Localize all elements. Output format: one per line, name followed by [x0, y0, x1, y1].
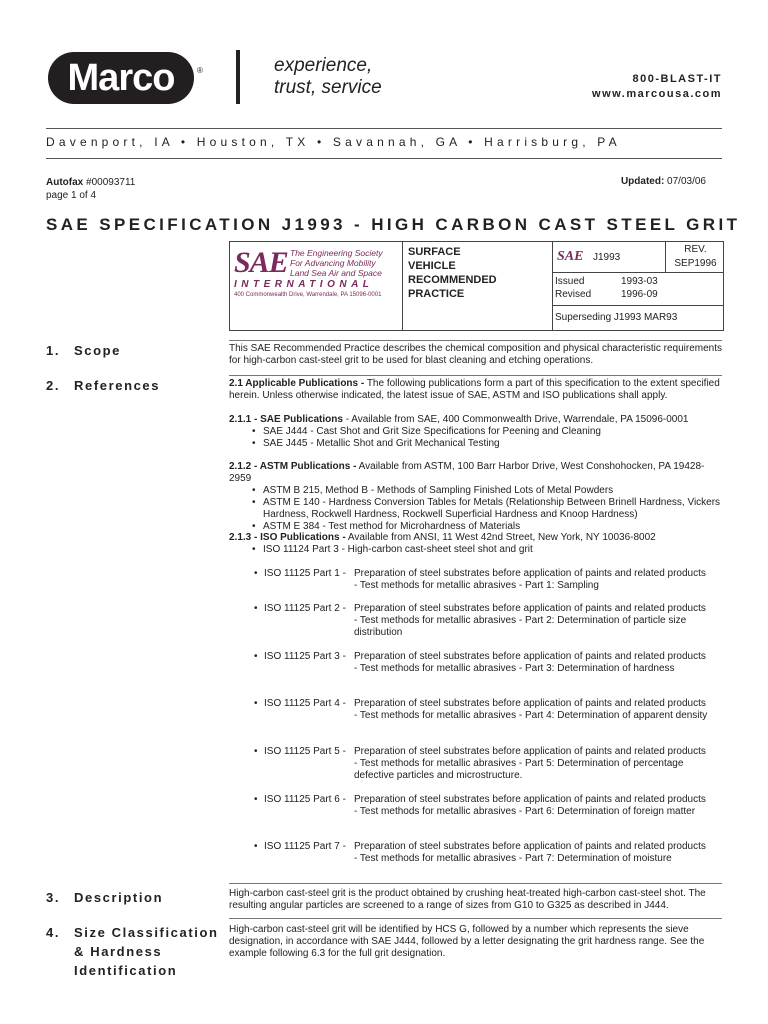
rev-value: SEP1996: [674, 258, 717, 269]
applicable-publications: [229, 378, 722, 402]
iso-desc: Preparation of steel substrates before application of paints and related products - Test methods for metallic abrasives - Part 6: Determination of foreign matter: [354, 794, 706, 817]
locations: Davenport, IA • Houston, TX • Savannah, GA • Harrisburg, PA: [46, 135, 621, 149]
sae-header-box: [229, 241, 724, 331]
section-title: Scope: [74, 343, 122, 358]
section-title-line-3: Identification: [74, 963, 178, 978]
page-indicator: page 1 of 4: [46, 190, 97, 201]
marco-logo: [48, 52, 194, 104]
header-divider: [236, 50, 240, 104]
iso-desc: Preparation of steel substrates before application of paints and related products - Test methods for metallic abrasives - Part 7: Determination of moisture: [354, 841, 706, 864]
section-number: 2.: [46, 378, 61, 393]
description-text: High-carbon cast-steel grit is the product obtained by crushing heat-treated high-carbon cast-steel shot. The resulting angular particles are screened to a range of sizes from G10 to G325 as described in J444.: [229, 888, 706, 911]
iso-desc: Preparation of steel substrates before application of paints and related products - Test methods for metallic abrasives - Part 4: Determination of apparent density: [354, 698, 708, 721]
revised-label: Revised: [555, 289, 592, 300]
rev-cell: [665, 242, 725, 272]
list-item: • SAE J445 - Metallic Shot and Grit Mechanical Testing: [263, 438, 722, 450]
type-line-2: VEHICLE: [408, 260, 456, 272]
p213-heading: 2.1.3 - ISO Publications -: [229, 532, 346, 543]
autofax-label: Autofax: [46, 177, 84, 188]
section-scope-heading: [46, 341, 121, 360]
section-rule: [229, 375, 722, 376]
iso-desc: Preparation of steel substrates before application of paints and related products - Test methods for metallic abrasives - Part 1: Sampling: [354, 568, 706, 591]
section-rule: [229, 340, 722, 341]
document-type: [408, 245, 497, 301]
society-line-2: For Advancing Mobility: [290, 258, 376, 268]
sae-international: INTERNATIONAL: [234, 279, 374, 290]
section-title: References: [74, 378, 161, 393]
p212-text: Available from ASTM, 100 Barr Harbor Drive, West Conshohocken, PA 19428-2959: [229, 461, 705, 484]
tagline-line-2: trust, service: [274, 77, 382, 98]
logo-text: Marco: [67, 57, 175, 99]
p21-heading: 2.1 Applicable Publications -: [229, 378, 365, 389]
iso-label: ISO 11125 Part 6 -: [264, 794, 346, 805]
sae-address: 400 Commonwealth Drive, Warrendale, PA 15096-0001: [234, 292, 382, 298]
issued-value: 1993-03: [621, 276, 658, 287]
section-rule: [229, 883, 722, 884]
autofax-block: [46, 176, 135, 202]
superseding-text: Superseding J1993 MAR93: [555, 312, 678, 323]
sae-publications: [229, 414, 722, 450]
section-references-heading: [46, 376, 160, 395]
section-number: 4.: [46, 925, 61, 940]
scope-text: This SAE Recommended Practice describes the chemical composition and physical characteristic requirements for high-carbon cast-steel grit to be used for blast cleaning and etching operations.: [229, 343, 722, 366]
astm-publications: [229, 461, 722, 533]
superseding-rule: [553, 305, 724, 306]
updated-label: Updated:: [620, 176, 665, 187]
iso-desc: Preparation of steel substrates before application of paints and related products - Test methods for metallic abrasives - Part 2: Determination of particle size distribution: [354, 603, 706, 638]
section-title-line-1: Size Classification: [74, 925, 219, 940]
p213-text: Available from ANSI, 11 West 42nd Street, New York, NY 10036-8002: [345, 532, 656, 543]
list-item: • ASTM E 140 - Hardness Conversion Tables for Metals (Relationship Between Brinell Hardness, Vickers Hardness, Rockwell Hardness, Rockwell Superficial Hardness and Knoop Hardness): [263, 497, 722, 521]
document-title: SAE SPECIFICATION J1993 - HIGH CARBON CAST STEEL GRIT: [46, 215, 741, 234]
updated-value: 07/03/06: [664, 176, 706, 187]
rule-bottom: [46, 158, 722, 159]
p211-text: - Available from SAE, 400 Commonwealth Drive, Warrendale, PA 15096-0001: [342, 414, 689, 425]
p21-text: The following publications form a part of this specification to the extent specified herein. Unless otherwise indicated, the latest issue of SAE, ASTM and ISO publications shall apply.: [229, 378, 720, 401]
contact-block: [592, 72, 722, 102]
iso-desc: Preparation of steel substrates before application of paints and related products - Test methods for metallic abrasives - Part 3: Determination of hardness: [354, 651, 706, 674]
updated-block: [621, 176, 706, 187]
section-title: Description: [74, 890, 164, 905]
iso-label: ISO 11125 Part 3 -: [264, 651, 346, 662]
section-rule: [229, 918, 722, 919]
issue-dates: [555, 275, 658, 301]
section-number: 3.: [46, 890, 61, 905]
section-number: 1.: [46, 343, 61, 358]
spec-number: J1993: [593, 252, 621, 263]
sae-info-cell: [552, 242, 724, 330]
p212-heading: 2.1.2 - ASTM Publications -: [229, 461, 357, 472]
list-item: • ASTM E 384 - Test method for Microhardness of Materials: [263, 521, 722, 533]
type-line-4: PRACTICE: [408, 288, 465, 300]
society-line-1: The Engineering Society: [290, 248, 383, 258]
section-size-heading: [46, 923, 219, 980]
iso-label: ISO 11125 Part 1 -: [264, 568, 346, 579]
issued-label: Issued: [555, 276, 585, 287]
list-item: • SAE J444 - Cast Shot and Grit Size Specifications for Peening and Cleaning: [263, 426, 722, 438]
sae-logo: SAE: [234, 246, 288, 279]
sae-number-row: [553, 242, 724, 273]
society-line-3: Land Sea Air and Space: [290, 268, 382, 278]
size-text: High-carbon cast-steel grit will be identified by HCS G, followed by a number which represents the sieve designation, in accordance with SAE J444, followed by a letter designating the grit hardness range. See the example following 6.3 for the full grit designation.: [229, 924, 705, 959]
section-description-heading: [46, 888, 163, 907]
iso-desc: Preparation of steel substrates before application of paints and related products - Test methods for metallic abrasives - Part 5: Determination of percentage defective particles and microstructure.: [354, 746, 706, 781]
iso-label: ISO 11125 Part 7 -: [264, 841, 346, 852]
tagline: [274, 55, 382, 99]
iso-label: ISO 11125 Part 5 -: [264, 746, 346, 757]
autofax-value: #00093711: [83, 177, 136, 188]
website-link[interactable]: www.marcousa.com: [592, 88, 722, 100]
revised-value: 1996-09: [621, 289, 658, 300]
sae-society-text: [290, 248, 383, 278]
sae-small-logo: SAE: [557, 249, 584, 264]
type-line-3: RECOMMENDED: [408, 274, 497, 286]
section-title-line-2: & Hardness: [74, 944, 163, 959]
iso-label: ISO 11125 Part 4 -: [264, 698, 346, 709]
p211-heading: 2.1.1 - SAE Publications: [229, 414, 343, 425]
list-item: • ASTM B 215, Method B - Methods of Sampling Finished Lots of Metal Powders: [263, 485, 722, 497]
rule-top: [46, 128, 722, 129]
iso-publications: [229, 532, 722, 556]
type-line-1: SURFACE: [408, 246, 461, 258]
phone-number: 800-BLAST-IT: [632, 73, 722, 85]
registered-mark: ®: [197, 66, 203, 75]
tagline-line-1: experience,: [274, 55, 373, 76]
list-item: • ISO 11124 Part 3 - High-carbon cast-sheet steel shot and grit: [263, 544, 722, 556]
sae-logo-cell: [230, 242, 403, 330]
iso-label: ISO 11125 Part 2 -: [264, 603, 346, 614]
rev-label: REV.: [684, 244, 707, 255]
